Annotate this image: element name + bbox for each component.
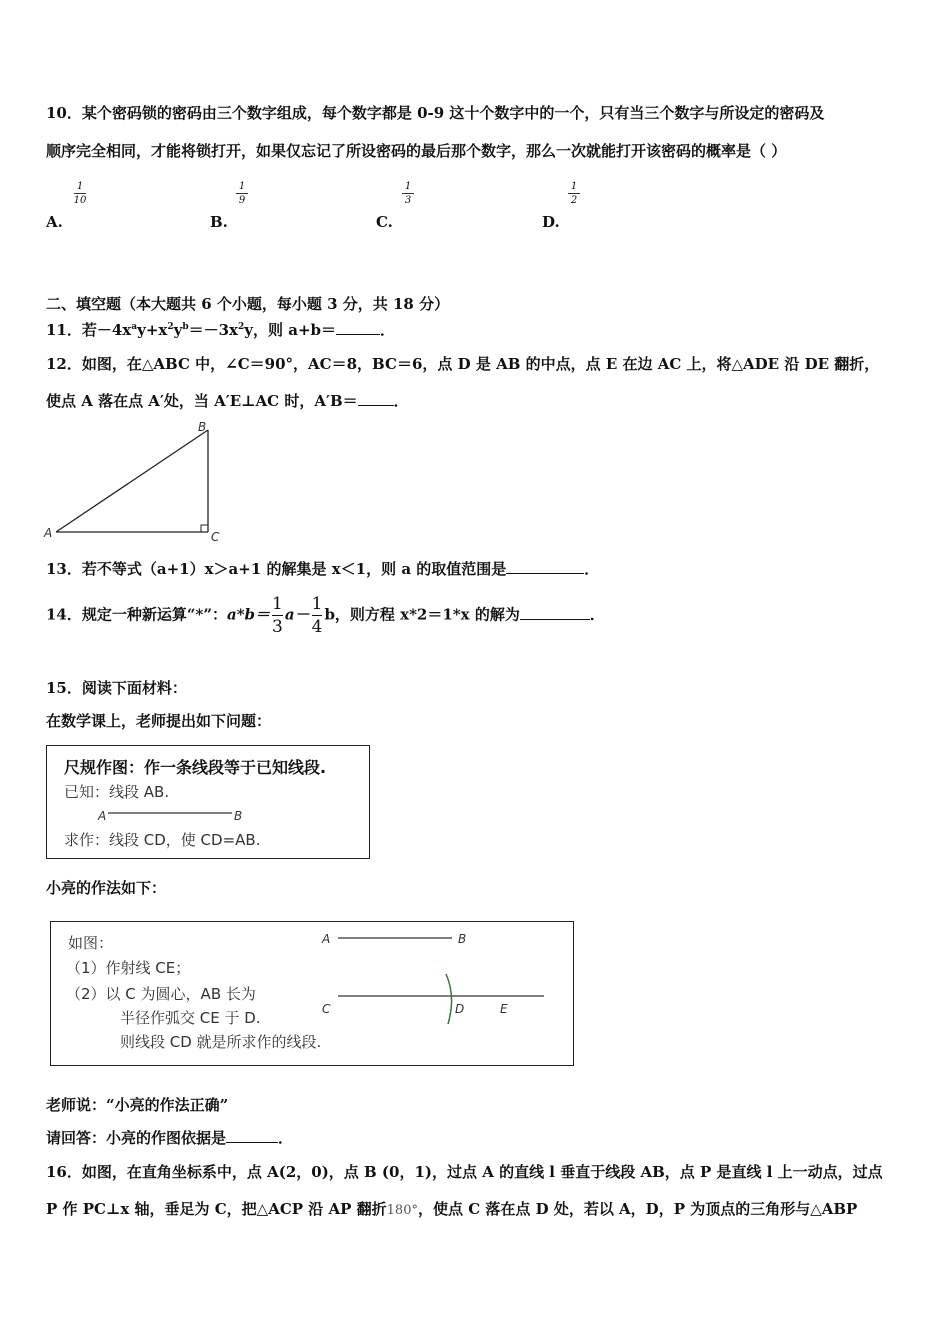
arc-mark bbox=[446, 974, 452, 1024]
problem-box-given: 已知：线段 AB. bbox=[64, 783, 170, 801]
option-a-fraction: 1 10 bbox=[73, 181, 87, 206]
vertex-a-label: A bbox=[44, 526, 53, 540]
vertex-c-label: C bbox=[211, 530, 220, 544]
q16-line1: 16．如图，在直角坐标系中，点 A(2，0)，点 B (0，1)，过点 A 的直线 l 垂直于线段 AB，点 P 是直线 l 上一动点，过点 bbox=[46, 1163, 883, 1181]
construction-figure bbox=[330, 930, 560, 1030]
option-c-fraction: 1 3 bbox=[400, 181, 416, 206]
q15-intro: 在数学课上，老师提出如下问题： bbox=[46, 712, 272, 730]
box2-point-e: E bbox=[500, 1002, 508, 1016]
answer-blank[interactable] bbox=[520, 606, 590, 620]
q12-line2: 使点 A 落在点 A′处，当 A′E⊥AC 时，A′B＝ ． bbox=[46, 392, 409, 410]
q15-title: 15．阅读下面材料： bbox=[46, 679, 187, 697]
vertex-b-label: B bbox=[198, 420, 207, 434]
answer-blank[interactable] bbox=[506, 560, 584, 574]
q10-line1: 10．某个密码锁的密码由三个数字组成，每个数字都是 0-9 这十个数字中的一个，只有当三个数字与所设定的密码及 bbox=[46, 104, 825, 122]
xiaoliang-intro: 小亮的作法如下： bbox=[46, 879, 167, 897]
problem-box-task: 求作：线段 CD，使 CD=AB. bbox=[64, 831, 261, 849]
segment-ab bbox=[108, 810, 232, 816]
q14-line: 14．规定一种新运算“*”：a*b＝ $\frac{1}{3}$ a－ $\frac{1}{4}$ b，则方程 x*2＝1*x 的解为 ． bbox=[46, 594, 605, 637]
q12-line1: 12．如图，在△ABC 中，∠C＝90°，AC＝8，BC＝6，点 D 是 AB 的中点，点 E 在边 AC 上，将△ADE 沿 DE 翻折， bbox=[46, 355, 880, 373]
solution-line1: 如图： bbox=[68, 934, 114, 952]
box2-point-d: D bbox=[455, 1002, 465, 1016]
solution-line3: （2）以 C 为圆心，AB 长为 bbox=[66, 985, 256, 1003]
side-ab bbox=[56, 430, 208, 532]
solution-line4: 半径作弧交 CE 于 D. bbox=[120, 1009, 261, 1027]
option-a-label: A. bbox=[46, 213, 63, 231]
q15-answer: 请回答：小亮的作图依据是 ． bbox=[46, 1129, 294, 1147]
option-d-fraction: 1 2 bbox=[566, 181, 582, 206]
triangle-abc-figure bbox=[40, 416, 230, 546]
box1-point-b: B bbox=[234, 809, 243, 823]
fraction-one-third: $\frac{1}{3}$ bbox=[272, 594, 283, 637]
q16-line2: P 作 PC⊥x 轴，垂足为 C，把△ACP 沿 AP 翻折180°，使点 C 落在点 D 处，若以 A，D，P 为顶点的三角形与△ABP bbox=[46, 1200, 858, 1218]
option-c-label: C. bbox=[376, 213, 393, 231]
box2-point-a: A bbox=[322, 932, 331, 946]
q13-line: 13．若不等式（a+1）x＞a+1 的解集是 x＜1，则 a 的取值范围是 ． bbox=[46, 560, 600, 578]
box1-point-a: A bbox=[98, 809, 107, 823]
fraction-one-fourth: $\frac{1}{4}$ bbox=[311, 594, 323, 637]
solution-line5: 则线段 CD 就是所求作的线段. bbox=[120, 1033, 322, 1051]
answer-blank[interactable] bbox=[358, 392, 394, 406]
right-angle-mark bbox=[201, 525, 208, 532]
box2-point-c: C bbox=[322, 1002, 331, 1016]
option-b-fraction: 1 9 bbox=[234, 181, 250, 206]
box2-point-b: B bbox=[458, 932, 467, 946]
problem-box-title: 尺规作图：作一条线段等于已知线段. bbox=[64, 758, 327, 777]
answer-blank[interactable] bbox=[226, 1129, 278, 1143]
degree-mark: 180° bbox=[386, 1203, 418, 1218]
solution-line2: （1）作射线 CE； bbox=[66, 959, 191, 977]
option-d-label: D. bbox=[542, 213, 560, 231]
teacher-says: 老师说：“小亮的作法正确” bbox=[46, 1096, 229, 1114]
option-b-label: B. bbox=[210, 213, 228, 231]
q11-line: 11．若$-4x^ay+x^2y^b=-3x^2y$，则 a+b＝ ． bbox=[46, 321, 396, 339]
q10-line2: 顺序完全相同，才能将锁打开，如果仅忘记了所设密码的最后那个数字，那么一次就能打开该密码的概率是（ ） bbox=[46, 142, 787, 160]
answer-blank[interactable] bbox=[336, 321, 380, 335]
section-heading: 二、填空题（本大题共 6 个小题，每小题 3 分，共 18 分） bbox=[46, 295, 450, 313]
